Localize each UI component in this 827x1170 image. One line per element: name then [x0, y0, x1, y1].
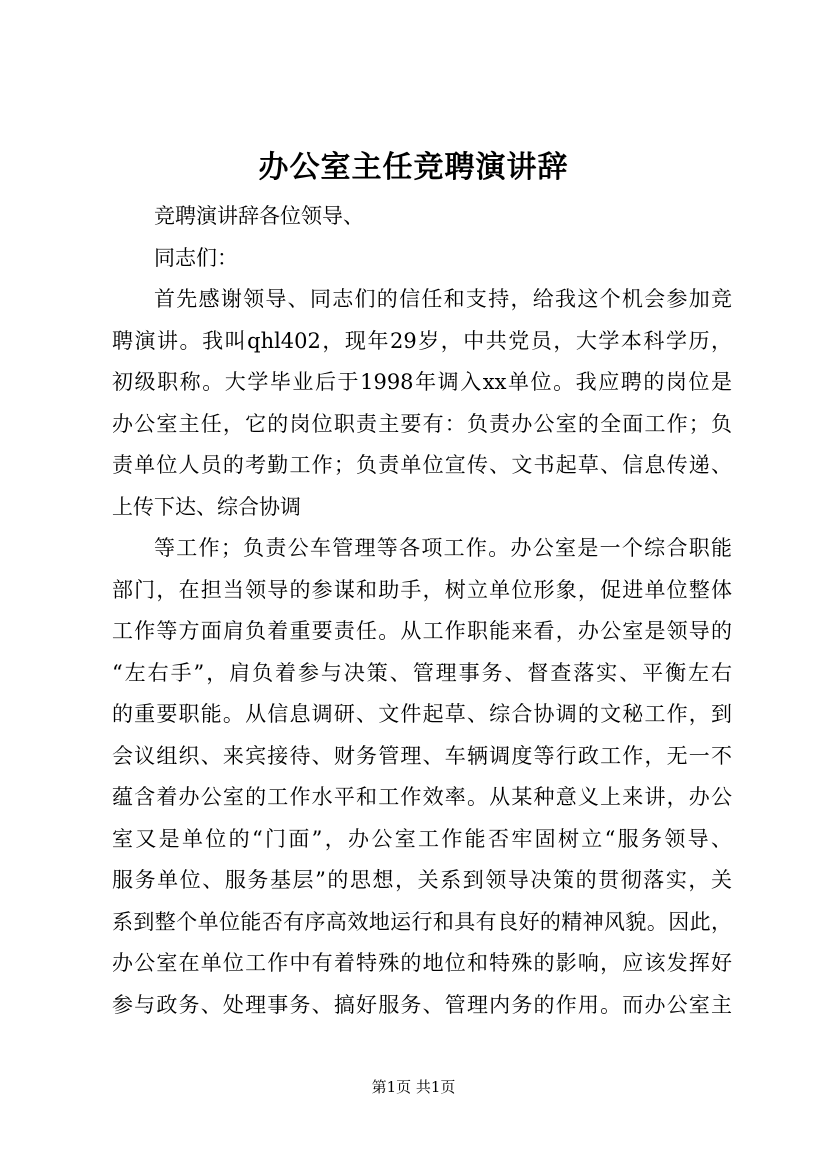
document-title: 办公室主任竞聘演讲辞 — [258, 150, 569, 185]
page-footer: 第1页 共1页 — [371, 1078, 456, 1096]
body-line: 的重要职能。从信息调研、文件起草、综合协调的文秘工作，到 — [112, 702, 732, 726]
body-line: “左右手”，肩负着参与决策、管理事务、督查落实、平衡左右 — [112, 660, 732, 685]
body-line: 室又是单位的“门面”，办公室工作能否牢固树立“服务领导、 — [112, 826, 732, 851]
body-line: 办公室在单位工作中有着特殊的地位和特殊的影响，应该发挥好 — [112, 951, 732, 975]
body-line: 竞聘演讲辞各位领导、 — [154, 204, 364, 228]
body-line: 同志们： — [154, 245, 238, 270]
body-line: 系到整个单位能否有序高效地运行和具有良好的精神风貌。因此， — [112, 909, 732, 934]
body-line: 初级职称。大学毕业后于1998年调入xx单位。我应聘的岗位是 — [112, 370, 732, 394]
document-body — [112, 196, 732, 1026]
body-line: 工作等方面肩负着重要责任。从工作职能来看，办公室是领导的 — [112, 619, 732, 643]
body-line: 聘演讲。我叫qhl402，现年29岁，中共党员，大学本科学历， — [112, 328, 732, 353]
body-line: 责单位人员的考勤工作；负责单位宣传、文书起草、信息传递、 — [112, 453, 732, 477]
body-line: 会议组织、来宾接待、财务管理、车辆调度等行政工作，无一不 — [112, 743, 732, 768]
body-line: 部门，在担当领导的参谋和助手，树立单位形象，促进单位整体 — [112, 577, 732, 602]
body-line: 首先感谢领导、同志们的信任和支持，给我这个机会参加竞 — [154, 287, 732, 311]
body-line: 服务单位、服务基层”的思想，关系到领导决策的贯彻落实，关 — [112, 868, 732, 892]
body-line: 等工作；负责公车管理等各项工作。办公室是一个综合职能 — [154, 536, 732, 560]
body-line: 参与政务、处理事务、搞好服务、管理内务的作用。而办公室主 — [112, 992, 732, 1017]
body-line: 办公室主任，它的岗位职责主要有：负责办公室的全面工作；负 — [112, 411, 732, 436]
body-line: 蕴含着办公室的工作水平和工作效率。从某种意义上来讲，办公 — [112, 785, 732, 809]
body-line: 上传下达、综合协调 — [112, 494, 301, 519]
